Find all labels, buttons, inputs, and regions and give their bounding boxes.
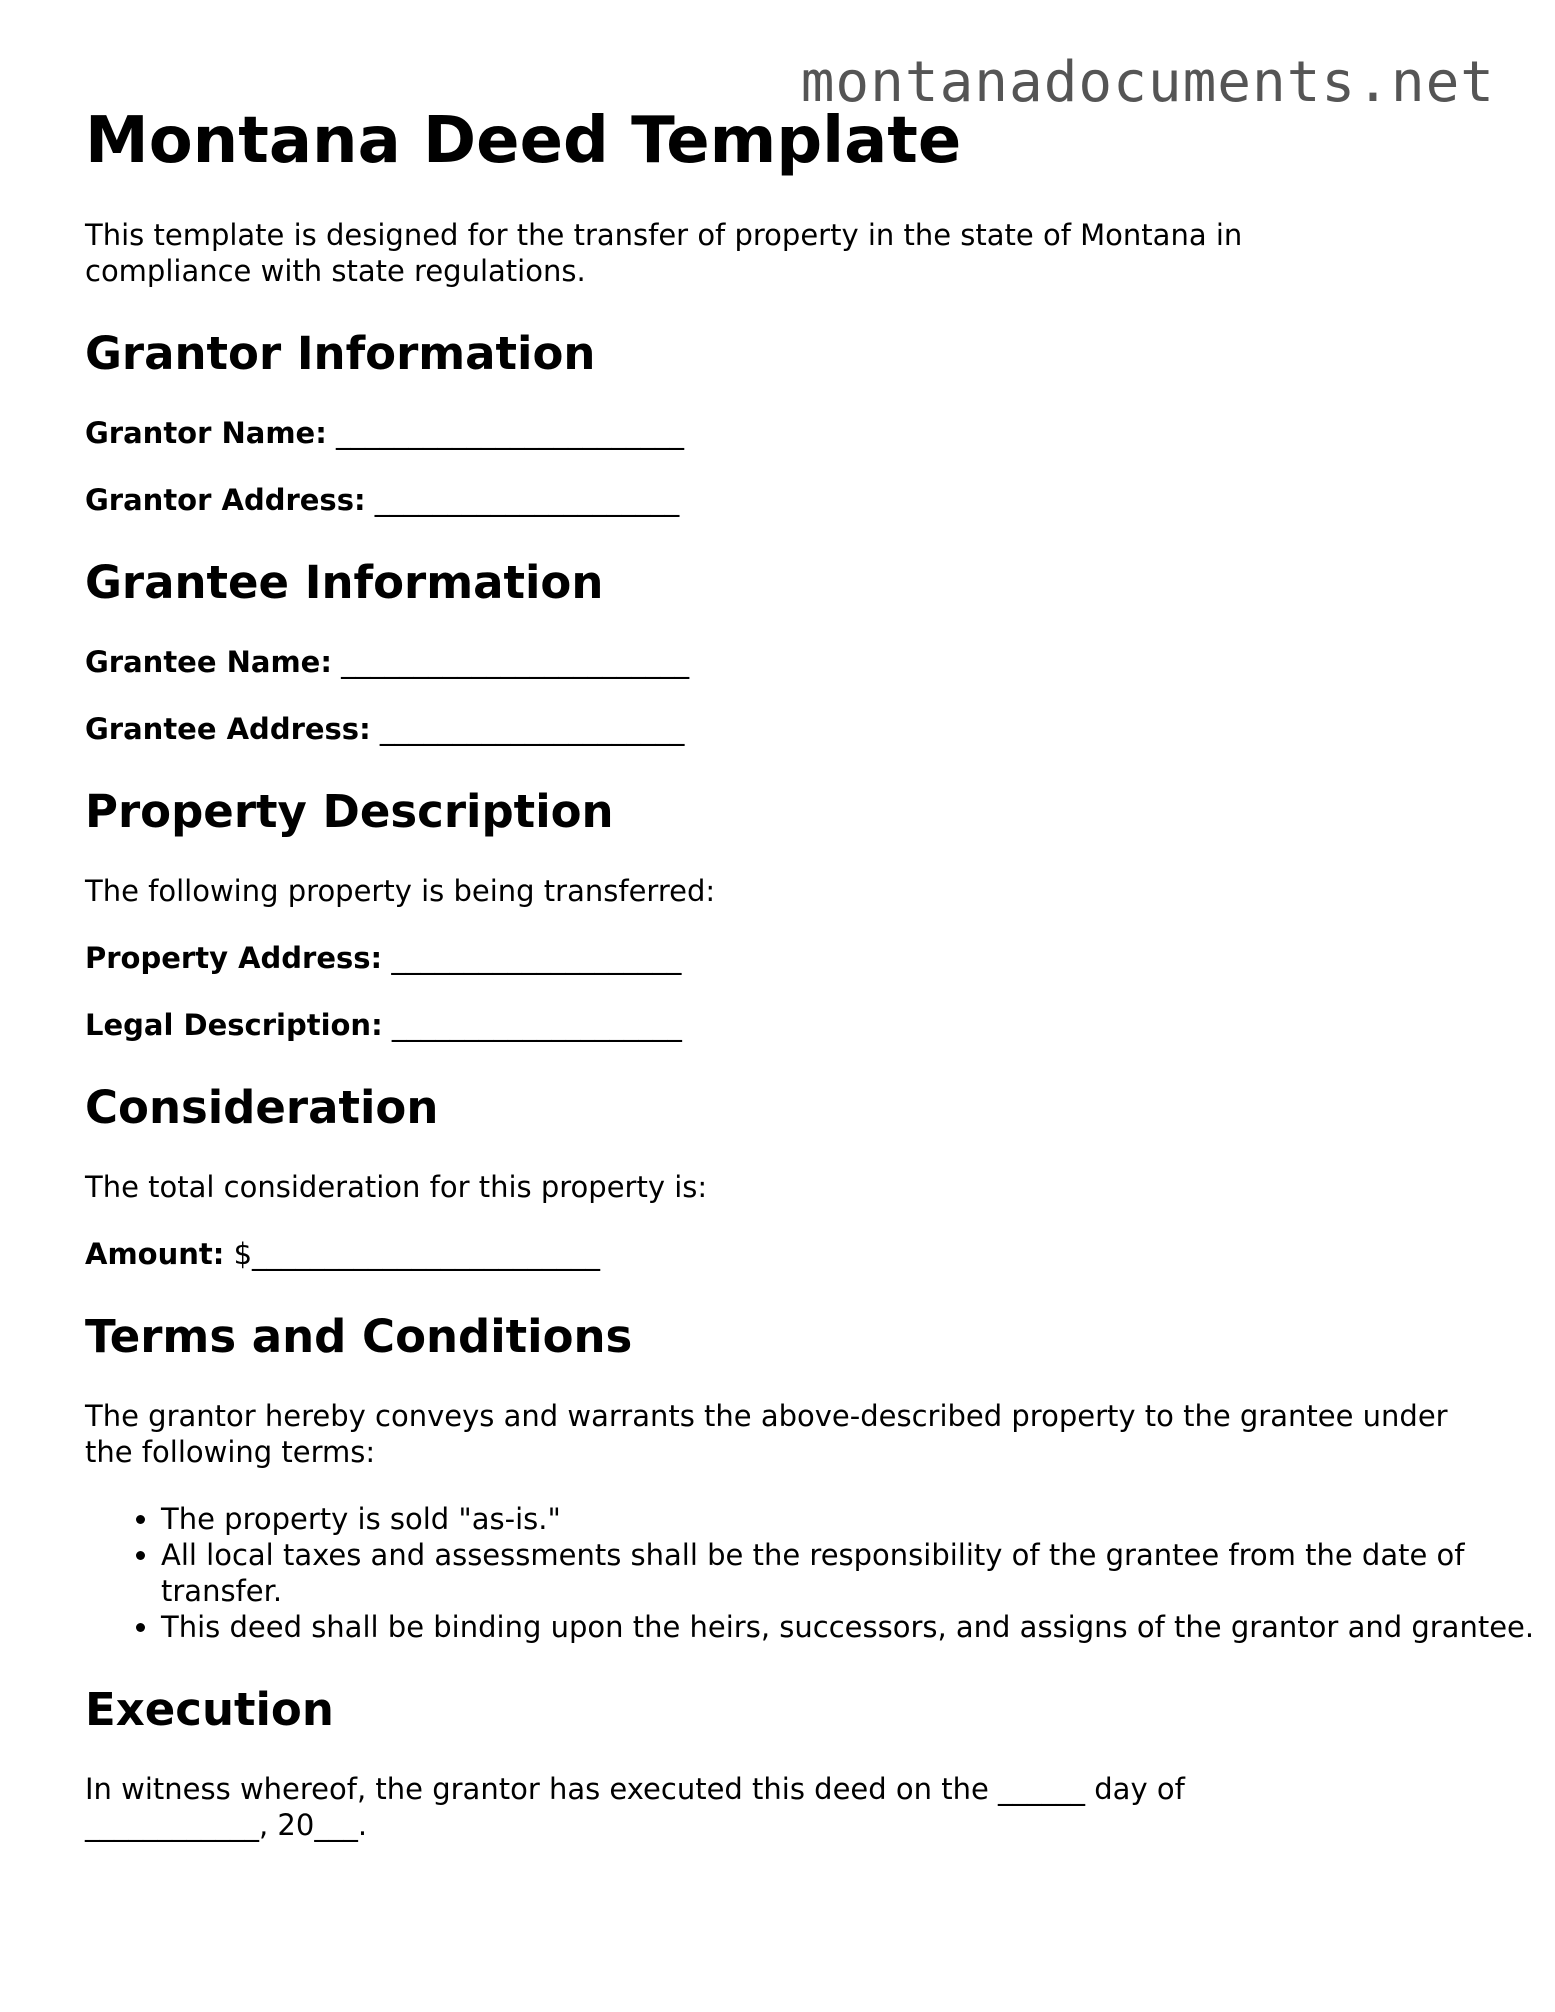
grantor-name-field: [85, 415, 1485, 451]
grantor-address-field: [85, 482, 1485, 518]
terms-list-item: • The property is sold "as-is.": [161, 1501, 1551, 1537]
terms-list-item: • This deed shall be binding upon the heirs, successors, and assigns of the grantor and grantee.: [161, 1609, 1551, 1645]
grantor-address-label: Grantor Address:: [85, 482, 366, 517]
grantee-name-label: Grantee Name:: [85, 644, 332, 679]
legal-description-label: Legal Description:: [85, 1007, 383, 1042]
grantee-address-label: Grantee Address:: [85, 711, 371, 746]
legal-description-field: [85, 1007, 1485, 1043]
grantor-name-label: Grantor Name:: [85, 415, 327, 450]
grantor-name-blank[interactable]: ________________________: [336, 415, 685, 450]
grantor-heading: Grantor Information: [85, 326, 596, 380]
grantee-address-blank[interactable]: _____________________: [379, 711, 685, 746]
property-address-blank[interactable]: ____________________: [391, 940, 682, 975]
intro-text: This template is designed for the transfer of property in the state of Montana in compliance with state regulations.: [85, 217, 1243, 288]
grantee-heading: Grantee Information: [85, 555, 604, 609]
terms-text: The grantor hereby conveys and warrants the above-described property to the grantee under the following terms:: [85, 1398, 1448, 1469]
terms-list: [85, 1501, 1551, 1645]
grantee-name-blank[interactable]: ________________________: [341, 644, 690, 679]
grantor-address-blank[interactable]: _____________________: [374, 482, 680, 517]
consideration-text: The total consideration for this property is:: [85, 1169, 708, 1204]
page-title: Montana Deed Template: [85, 104, 962, 178]
terms-list-item: • All local taxes and assessments shall be the responsibility of the grantee from the date of transfer.: [161, 1537, 1551, 1609]
property-heading: Property Description: [85, 784, 614, 838]
grantee-name-field: [85, 644, 1485, 680]
property-address-field: [85, 940, 1485, 976]
execution-text: In witness whereof, the grantor has executed this deed on the ______ day of ____________, 20___.: [85, 1771, 1185, 1842]
amount-field: [85, 1236, 1485, 1272]
document-page: [85, 104, 1535, 1874]
legal-description-blank[interactable]: ____________________: [391, 1007, 682, 1042]
terms-heading: Terms and Conditions: [85, 1309, 633, 1363]
property-text: The following property is being transferred:: [85, 873, 716, 908]
property-address-label: Property Address:: [85, 940, 383, 975]
watermark: montanadocuments.net: [800, 50, 1495, 115]
execution-heading: Execution: [85, 1682, 334, 1736]
consideration-heading: Consideration: [85, 1080, 439, 1134]
amount-label: Amount:: [85, 1236, 225, 1271]
grantee-address-field: [85, 711, 1485, 747]
amount-blank[interactable]: $________________________: [233, 1236, 601, 1271]
